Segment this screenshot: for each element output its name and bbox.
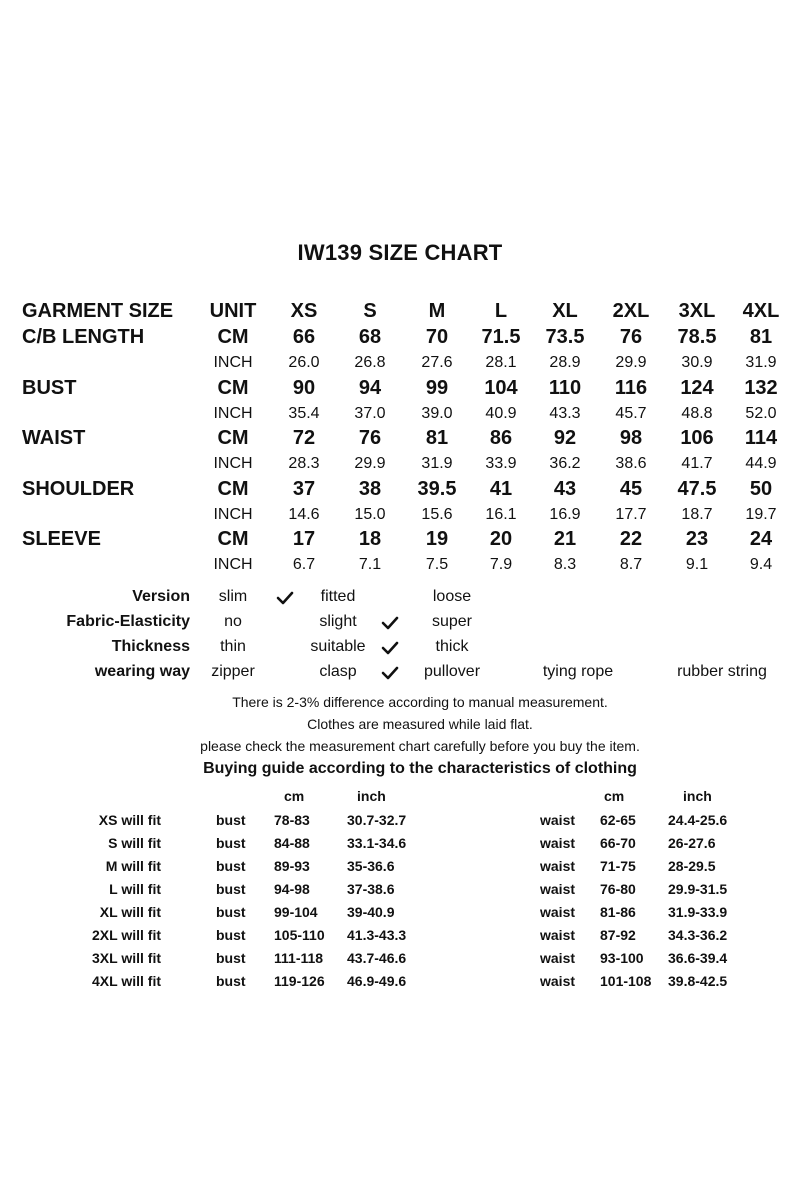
row-label: SLEEVE (22, 528, 101, 550)
cm-value: 76 (358, 427, 382, 449)
unit-inch-label: INCH (213, 405, 253, 422)
guide-bust-inch: 39-40.9 (347, 904, 395, 920)
cm-value: 68 (358, 326, 382, 348)
cm-value: 72 (292, 427, 316, 449)
inch-value: 15.0 (354, 506, 386, 523)
guide-waist-inch: 28-29.5 (668, 858, 716, 874)
guide-waist-inch: 31.9-33.9 (668, 904, 728, 920)
guide-size-label: XL will fit (99, 904, 161, 920)
property-option: loose (432, 588, 472, 605)
inch-value: 28.9 (549, 354, 581, 371)
guide-size-label: XS will fit (98, 812, 161, 828)
guide-bust-inch: 33.1-34.6 (347, 835, 407, 851)
column-header-size: L (494, 300, 508, 322)
property-label: Thickness (111, 638, 190, 655)
inch-value: 7.1 (358, 556, 382, 573)
guide-size-label: L will fit (109, 881, 161, 897)
cm-value: 106 (680, 427, 714, 449)
inch-value: 15.6 (421, 506, 453, 523)
cm-value: 39.5 (417, 478, 457, 500)
guide-bust-word: bust (216, 950, 246, 966)
guide-bust-inch: 46.9-49.6 (347, 973, 407, 989)
cm-value: 18 (358, 528, 382, 550)
unit-inch-label: INCH (213, 455, 253, 472)
column-header-size: 2XL (612, 300, 650, 322)
property-option: clasp (319, 663, 357, 680)
guide-bust-inch: 30.7-32.7 (347, 812, 407, 828)
inch-value: 8.7 (619, 556, 643, 573)
guide-waist-word: waist (540, 904, 576, 920)
inch-value: 16.9 (549, 506, 581, 523)
guide-bust-inch: 37-38.6 (347, 881, 395, 897)
guide-bust-word: bust (216, 927, 246, 943)
inch-value: 7.5 (425, 556, 449, 573)
cm-value: 17 (292, 528, 316, 550)
inch-value: 14.6 (288, 506, 320, 523)
guide-bust-cm: 111-118 (274, 950, 324, 966)
inch-value: 30.9 (681, 354, 713, 371)
unit-cm-label: CM (217, 326, 249, 348)
inch-value: 31.9 (421, 455, 453, 472)
cm-value: 94 (358, 377, 382, 399)
guide-bust-cm: 94-98 (274, 881, 310, 897)
cm-value: 92 (553, 427, 577, 449)
guide-bust-cm: 105-110 (274, 927, 325, 943)
inch-value: 48.8 (681, 405, 713, 422)
column-header-size: S (363, 300, 377, 322)
column-header-size: 4XL (742, 300, 780, 322)
unit-inch-label: INCH (213, 506, 253, 523)
guide-bust-word: bust (216, 904, 246, 920)
cm-value: 99 (425, 377, 449, 399)
guide-waist-word: waist (540, 858, 576, 874)
column-header-size: M (428, 300, 446, 322)
inch-value: 26.8 (354, 354, 386, 371)
property-option: suitable (310, 638, 366, 655)
inch-value: 41.7 (681, 455, 713, 472)
cm-value: 22 (619, 528, 643, 550)
inch-value: 18.7 (681, 506, 713, 523)
property-label: wearing way (94, 663, 190, 680)
inch-value: 28.3 (288, 455, 320, 472)
property-option: fitted (320, 588, 356, 605)
guide-size-label: M will fit (105, 858, 161, 874)
buying-guide-title: Buying guide according to the characteristics of clothing (203, 760, 637, 777)
note-line: There is 2-3% difference according to manual measurement. (232, 694, 608, 710)
page-title: IW139 SIZE CHART (297, 240, 503, 265)
inch-value: 37.0 (354, 405, 386, 422)
cm-value: 81 (425, 427, 449, 449)
cm-value: 50 (749, 478, 773, 500)
checkmark-icon (381, 616, 399, 630)
inch-value: 19.7 (745, 506, 777, 523)
cm-value: 19 (425, 528, 449, 550)
guide-waist-inch: 26-27.6 (668, 835, 716, 851)
guide-waist-inch: 24.4-25.6 (668, 812, 728, 828)
cm-value: 116 (614, 377, 648, 399)
guide-waist-cm: 76-80 (600, 881, 636, 897)
inch-value: 31.9 (745, 354, 777, 371)
cm-value: 78.5 (677, 326, 717, 348)
unit-cm-label: CM (217, 427, 249, 449)
inch-value: 16.1 (485, 506, 517, 523)
cm-value: 41 (489, 478, 513, 500)
inch-value: 43.3 (549, 405, 581, 422)
guide-waist-word: waist (540, 950, 576, 966)
guide-bust-cm: 84-88 (274, 835, 310, 851)
unit-inch-label: INCH (213, 354, 253, 371)
guide-size-label: S will fit (108, 835, 161, 851)
checkmark-icon (276, 591, 294, 605)
guide-waist-word: waist (540, 927, 576, 943)
cm-value: 23 (685, 528, 709, 550)
guide-bust-word: bust (216, 812, 246, 828)
inch-value: 36.2 (549, 455, 581, 472)
cm-value: 43 (553, 478, 577, 500)
unit-cm-label: CM (217, 478, 249, 500)
inch-value: 29.9 (615, 354, 647, 371)
cm-value: 86 (489, 427, 513, 449)
inch-value: 33.9 (485, 455, 517, 472)
row-label: SHOULDER (22, 478, 135, 500)
guide-waist-word: waist (540, 881, 576, 897)
guide-waist-cm: 101-108 (600, 973, 652, 989)
cm-value: 37 (292, 478, 316, 500)
cm-value: 110 (548, 377, 582, 399)
property-option: super (431, 613, 473, 630)
column-header-size: 3XL (678, 300, 716, 322)
cm-value: 98 (619, 427, 643, 449)
guide-waist-inch: 39.8-42.5 (668, 973, 728, 989)
guide-col-inch: inch (683, 788, 712, 804)
row-label: WAIST (22, 427, 86, 449)
guide-waist-cm: 93-100 (600, 950, 644, 966)
note-line: please check the measurement chart carefully before you buy the item. (200, 738, 640, 754)
guide-bust-cm: 89-93 (274, 858, 310, 874)
guide-waist-cm: 81-86 (600, 904, 636, 920)
inch-value: 8.3 (553, 556, 577, 573)
guide-waist-cm: 87-92 (600, 927, 636, 943)
property-option: tying rope (542, 663, 614, 680)
cm-value: 45 (619, 478, 643, 500)
guide-bust-inch: 35-36.6 (347, 858, 395, 874)
guide-col-cm: cm (604, 788, 625, 804)
row-label: C/B LENGTH (22, 326, 145, 348)
checkmark-icon (381, 666, 399, 680)
row-label: BUST (22, 377, 77, 399)
guide-bust-inch: 41.3-43.3 (347, 927, 407, 943)
cm-value: 114 (744, 427, 778, 449)
property-option: slim (218, 588, 248, 605)
inch-value: 44.9 (745, 455, 777, 472)
column-header-size: XL (552, 300, 578, 322)
inch-value: 27.6 (421, 354, 453, 371)
guide-bust-word: bust (216, 835, 246, 851)
guide-bust-cm: 99-104 (274, 904, 318, 920)
cm-value: 81 (749, 326, 773, 348)
guide-bust-word: bust (216, 881, 246, 897)
guide-waist-word: waist (540, 973, 576, 989)
inch-value: 35.4 (288, 405, 320, 422)
cm-value: 124 (680, 377, 714, 399)
inch-value: 38.6 (615, 455, 647, 472)
guide-bust-cm: 78-83 (274, 812, 310, 828)
guide-size-label: 4XL will fit (92, 973, 161, 989)
guide-waist-inch: 29.9-31.5 (668, 881, 728, 897)
cm-value: 47.5 (677, 478, 717, 500)
inch-value: 29.9 (354, 455, 386, 472)
column-header-size: XS (290, 300, 318, 322)
cm-value: 132 (744, 377, 778, 399)
inch-value: 9.1 (685, 556, 709, 573)
inch-value: 28.1 (485, 354, 517, 371)
guide-size-label: 3XL will fit (92, 950, 161, 966)
inch-value: 45.7 (615, 405, 647, 422)
guide-bust-inch: 43.7-46.6 (347, 950, 407, 966)
inch-value: 40.9 (485, 405, 517, 422)
inch-value: 26.0 (288, 354, 320, 371)
guide-waist-word: waist (540, 812, 576, 828)
property-option: no (224, 613, 242, 630)
inch-value: 17.7 (615, 506, 647, 523)
inch-value: 9.4 (749, 556, 773, 573)
column-header-garment-size: GARMENT SIZE (22, 300, 174, 322)
note-line: Clothes are measured while laid flat. (307, 716, 533, 732)
guide-col-cm: cm (284, 788, 305, 804)
guide-bust-cm: 119-126 (274, 973, 325, 989)
property-option: slight (319, 613, 357, 630)
unit-cm-label: CM (217, 528, 249, 550)
property-option: pullover (423, 663, 481, 680)
unit-cm-label: CM (217, 377, 249, 399)
property-label: Fabric-Elasticity (66, 613, 190, 630)
inch-value: 6.7 (292, 556, 316, 573)
property-option: rubber string (677, 663, 767, 680)
cm-value: 38 (358, 478, 382, 500)
checkmark-icon (381, 641, 399, 655)
cm-value: 71.5 (481, 326, 521, 348)
unit-inch-label: INCH (213, 556, 253, 573)
cm-value: 20 (489, 528, 513, 550)
cm-value: 90 (292, 377, 316, 399)
property-option: thin (220, 638, 246, 655)
inch-value: 39.0 (421, 405, 453, 422)
guide-waist-inch: 36.6-39.4 (668, 950, 728, 966)
guide-col-inch: inch (357, 788, 386, 804)
inch-value: 7.9 (489, 556, 513, 573)
cm-value: 70 (425, 326, 449, 348)
guide-waist-cm: 71-75 (600, 858, 636, 874)
property-option: zipper (211, 663, 255, 680)
cm-value: 24 (749, 528, 773, 550)
property-option: thick (435, 638, 469, 655)
property-label: Version (132, 588, 190, 605)
column-header-unit: UNIT (209, 300, 257, 322)
cm-value: 104 (484, 377, 518, 399)
guide-waist-inch: 34.3-36.2 (668, 927, 728, 943)
guide-waist-word: waist (540, 835, 576, 851)
guide-size-label: 2XL will fit (92, 927, 161, 943)
inch-value: 52.0 (745, 405, 777, 422)
guide-bust-word: bust (216, 973, 246, 989)
cm-value: 76 (619, 326, 643, 348)
guide-waist-cm: 62-65 (600, 812, 636, 828)
cm-value: 21 (553, 528, 577, 550)
cm-value: 73.5 (545, 326, 585, 348)
guide-bust-word: bust (216, 858, 246, 874)
cm-value: 66 (292, 326, 316, 348)
guide-waist-cm: 66-70 (600, 835, 636, 851)
